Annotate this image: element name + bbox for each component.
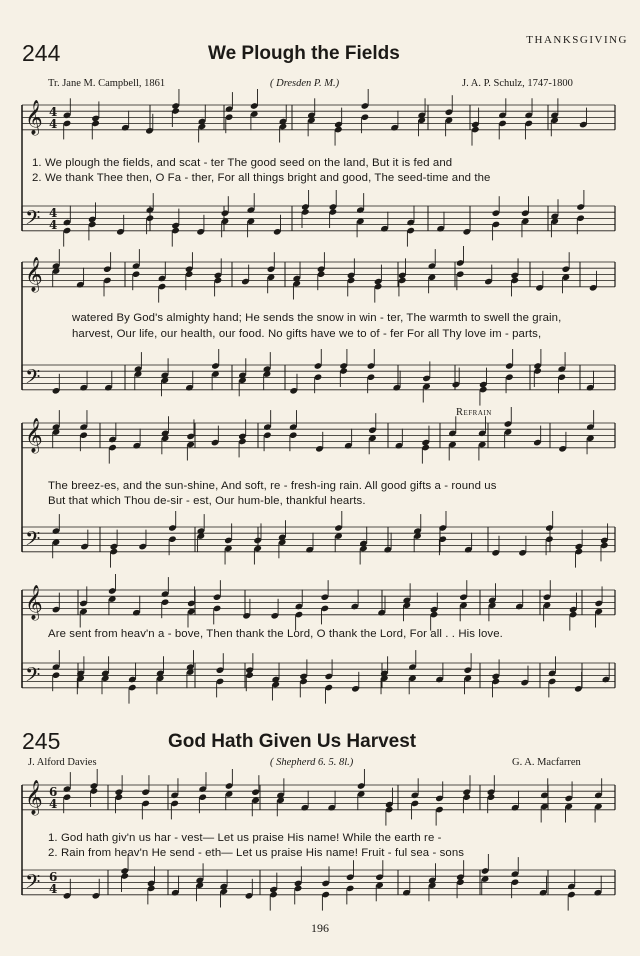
hymn-title: God Hath Given Us Harvest (168, 731, 417, 752)
svg-text:𝄞: 𝄞 (25, 780, 43, 815)
svg-text:𝄞: 𝄞 (25, 418, 43, 453)
svg-text:4: 4 (49, 117, 58, 131)
svg-text:𝄢: 𝄢 (25, 365, 41, 393)
hymn-tune: ( Shepherd 6. 5. 8l.) (270, 757, 354, 768)
lyric-line: Are sent from heav'n a - bove, Then thank the Lord, O thank the Lord, For all . . His love. (48, 628, 503, 640)
hymn-composer: G. A. Macfarren (512, 757, 581, 768)
lyric-line: 1. We plough the fields, and scat - ter The good seed on the land, But it is fed and (32, 157, 453, 169)
svg-text:4: 4 (49, 797, 58, 811)
svg-text:𝄞: 𝄞 (25, 585, 43, 620)
lyric-line: watered By God's almighty hand; He sends the snow in win - ter, The warmth to swell the grain, (72, 312, 562, 324)
svg-text:𝄢: 𝄢 (25, 527, 41, 555)
svg-text:4: 4 (49, 105, 58, 119)
svg-text:6: 6 (49, 870, 58, 884)
hymn-composer: J. A. P. Schulz, 1747-1800 (462, 78, 573, 89)
svg-text:𝄢: 𝄢 (25, 206, 41, 234)
hymn-translator: Tr. Jane M. Campbell, 1861 (48, 78, 166, 89)
svg-text:𝄢: 𝄢 (25, 663, 41, 691)
svg-text:6: 6 (49, 785, 58, 799)
hymn-title: We Plough the Fields (208, 43, 400, 64)
lyric-line: 2. We thank Thee then, O Fa - ther, For all things bright and good, The seed-time and the (32, 172, 491, 184)
hymn-number: 245 (22, 728, 61, 754)
hymn-author: J. Alford Davies (28, 757, 97, 768)
svg-text:4: 4 (49, 206, 58, 220)
lyric-line: harvest, Our life, our health, our food. No gifts have we to of - fer For all Thy love im - parts, (72, 328, 542, 340)
svg-text:𝄞: 𝄞 (25, 100, 43, 135)
section-heading: THANKSGIVING (526, 34, 628, 46)
svg-text:4: 4 (49, 218, 58, 232)
svg-text:4: 4 (49, 882, 58, 896)
lyric-line: The breez-es, and the sun-shine, And soft, re - fresh-ing rain. All good gifts a - round us (48, 480, 497, 492)
svg-text:𝄞: 𝄞 (25, 257, 43, 292)
lyric-line: 2. Rain from heav'n He send - eth— Let us praise His name! Fruit - ful sea - sons (48, 847, 465, 859)
svg-text:𝄢: 𝄢 (25, 870, 41, 898)
refrain-label: Refrain (456, 407, 492, 418)
lyric-line: But that which Thou de-sir - est, Our hum-ble, thankful hearts. (48, 495, 366, 507)
hymn-tune: ( Dresden P. M.) (270, 78, 340, 89)
lyric-line: 1. God hath giv'n us har - vest— Let us praise His name! While the earth re - (48, 832, 442, 844)
hymn-number: 244 (22, 40, 61, 66)
page-number: 196 (311, 921, 329, 935)
